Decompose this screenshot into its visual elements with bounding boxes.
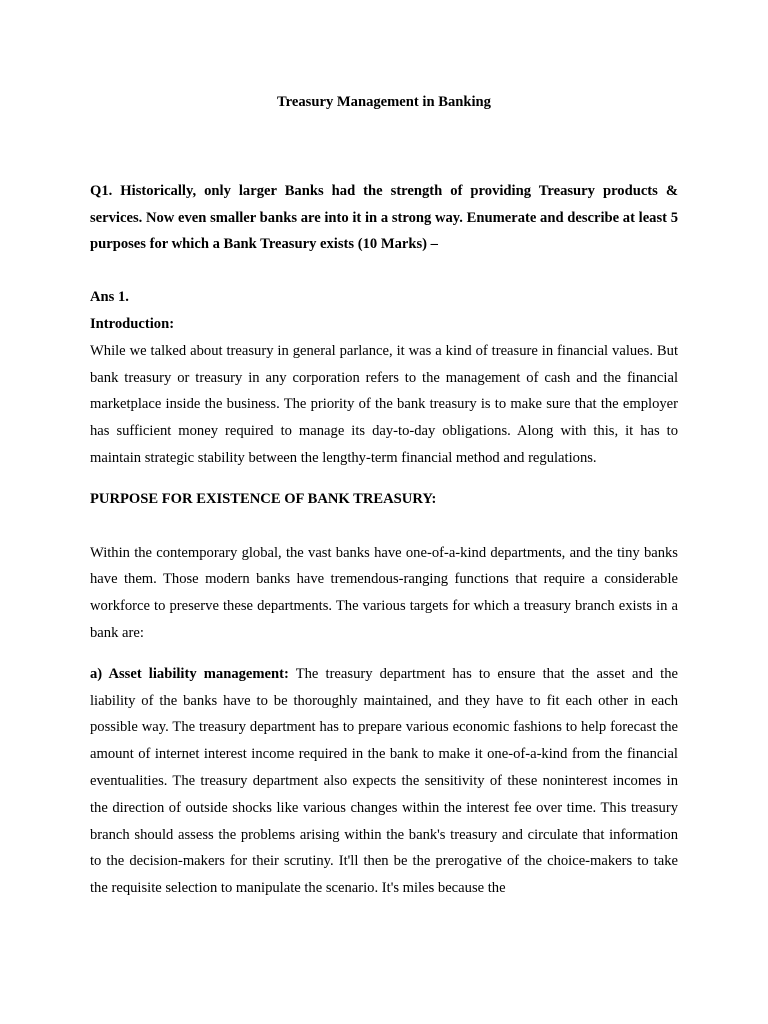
purpose-heading: PURPOSE FOR EXISTENCE OF BANK TREASURY: [90, 490, 437, 507]
asset-liability-text: The treasury department has to ensure that the asset and the liability of the banks have to be thoroughly maintained, and they have to fit each other in each possible way. The treasury department has to prepare various economic fashions to help forecast the amount of internet interest income required in the bank to make it one-of-a-kind from the financial eventualities. The treasury department also expects the sensitivity of these noninterest incomes in the direction of outside shocks like various changes within the interest fee over time. This treasury branch should assess the problems arising within the bank's treasury and circulate that information to the decision-makers for their scrutiny. It'll then be the prerogative of the choice-makers to take the requisite selection to manipulate the scenario. It's miles because the [90, 665, 678, 897]
introduction-heading: Introduction: [90, 315, 175, 332]
answer-label: Ans 1. [90, 289, 129, 306]
document-title: Treasury Management in Banking [277, 94, 491, 110]
asset-liability-paragraph [90, 661, 678, 902]
introduction-paragraph: While we talked about treasury in general parlance, it was a kind of treasure in financial values. But bank treasury or treasury in any corporation refers to the management of cash and the financial marketplace inside the business. The priority of the bank treasury is to make sure that the employer has sufficient money required to manage its day-to-day obligations. Along with this, it has to maintain strategic stability between the lengthy-term financial method and regulations. [90, 342, 678, 466]
asset-liability-label: a) Asset liability management: [90, 665, 289, 682]
question-text: Q1. Historically, only larger Banks had the strength of providing Treasury products & services. Now even smaller banks are into it in a strong way. Enumerate and describe at least 5 purposes for which a Bank Treasury exists (10 Marks) – [90, 182, 678, 253]
purpose-intro-paragraph: Within the contemporary global, the vast banks have one-of-a-kind departments, and the tiny banks have them. Those modern banks have tremendous-ranging functions that require a considerable workforce to preserve these departments. The various targets for which a treasury branch exists in a bank are: [90, 544, 678, 641]
document-body [90, 89, 678, 902]
